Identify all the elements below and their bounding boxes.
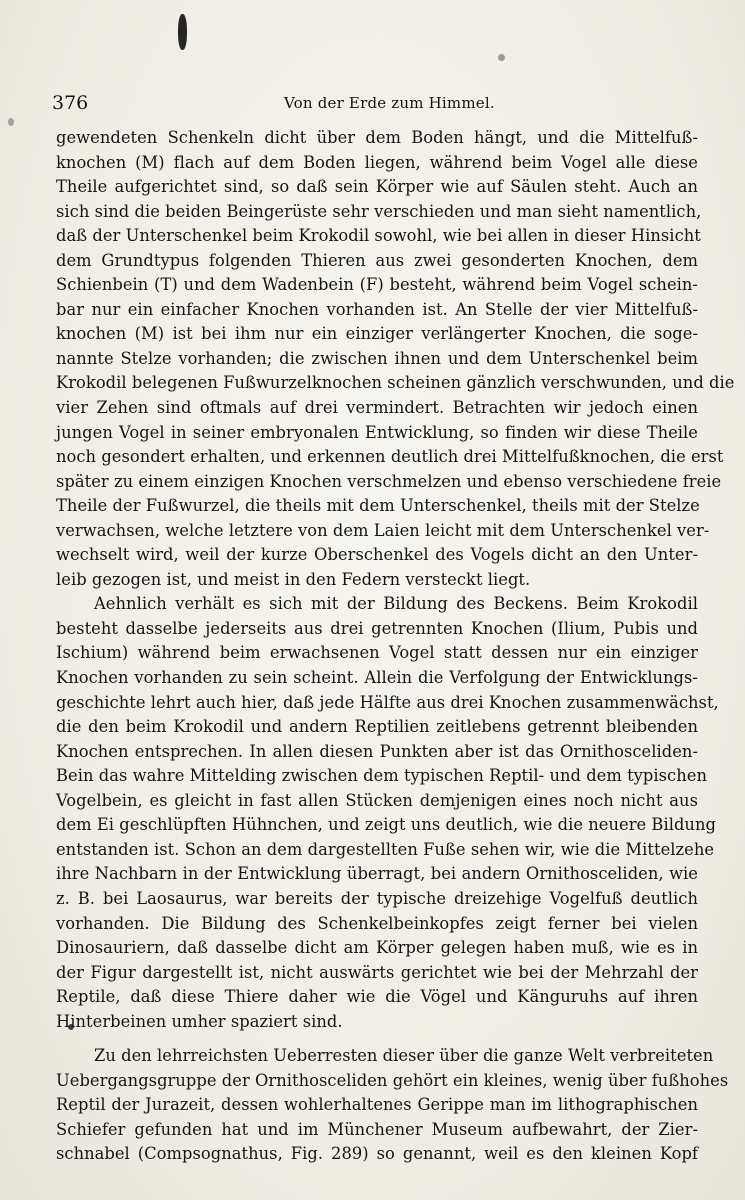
paragraph-1 [56, 126, 735, 592]
text-line: Ischium) während beim erwachsenen Vogel statt dessen nur ein einziger [56, 643, 698, 663]
text-line: geschichte lehrt auch hier, daß jede Hälfte aus drei Knochen zusammenwächst, [56, 692, 719, 712]
text-line: gewendeten Schenkeln dicht über dem Boden hängt, und die Mittelfuß- [56, 128, 698, 147]
text-line: Zu den lehrreichsten Ueberresten dieser über die ganze Welt verbreiteten [94, 1046, 714, 1066]
text-line: Theile der Fußwurzel, die theils mit dem Unterschenkel, theils mit der Stelze [56, 496, 700, 516]
text-line: bar nur ein einfacher Knochen vorhanden ist. An Stelle der vier Mittelfuß- [56, 299, 698, 319]
text-line: sich sind die beiden Beingerüste sehr verschieden und man sieht namentlich, [56, 201, 702, 221]
ink-speck-right [498, 54, 505, 61]
text-line: nannte Stelze vorhanden; die zwischen ihnen und dem Unterschenkel beim [56, 348, 698, 368]
text-line: jungen Vogel in seiner embryonalen Entwicklung, so finden wir diese Theile [56, 422, 698, 442]
text-line: daß der Unterschenkel beim Krokodil sowohl, wie bei allen in dieser Hinsicht [56, 226, 701, 246]
text-line: Reptil der Jurazeit, dessen wohlerhaltenes Gerippe man im lithographischen [56, 1095, 698, 1115]
ink-speck-top [178, 14, 187, 50]
text-line: Theile aufgerichtet sind, so daß sein Körper wie auf Säulen steht. Auch an [56, 177, 698, 197]
text-line: noch gesondert erhalten, und erkennen deutlich drei Mittelfußknochen, die erst [56, 447, 724, 467]
text-line: der Figur dargestellt ist, nicht auswärts gerichtet wie bei der Mehrzahl der [56, 962, 698, 982]
page-number: 376 [52, 92, 89, 114]
page-header [52, 92, 702, 120]
text-line: vier Zehen sind oftmals auf drei vermindert. Betrachten wir jedoch einen [56, 398, 698, 418]
text-line: Bein das wahre Mittelding zwischen dem typischen Reptil- und dem typischen [56, 766, 707, 786]
text-line: knochen (M) ist bei ihm nur ein einziger verlängerter Knochen, die soge- [56, 324, 698, 344]
text-line: Reptile, daß diese Thiere daher wie die Vögel und Känguruhs auf ihren [56, 987, 698, 1007]
text-line: Knochen entsprechen. In allen diesen Punkten aber ist das Ornithosceliden- [56, 741, 698, 761]
text-line: Krokodil belegenen Fußwurzelknochen scheinen gänzlich verschwunden, und die [56, 373, 735, 393]
text-line: knochen (M) flach auf dem Boden liegen, während beim Vogel alle diese [56, 152, 698, 172]
text-line: wechselt wird, weil der kurze Oberschenkel des Vogels dicht an den Unter- [56, 545, 698, 565]
text-line: später zu einem einzigen Knochen verschmelzen und ebenso verschiedene freie [56, 471, 722, 491]
text-line: ihre Nachbarn in der Entwicklung überragt, bei andern Ornithosceliden, wie [56, 864, 698, 884]
text-line: entstanden ist. Schon an dem dargestellten Fuße sehen wir, wie die Mittelzehe [56, 839, 715, 859]
text-line: vorhanden. Die Bildung des Schenkelbeinkopfes zeigt ferner bei vielen [56, 913, 698, 933]
text-line: verwachsen, welche letztere von dem Laien leicht mit dem Unterschenkel ver- [56, 520, 710, 540]
text-line: z. B. bei Laosaurus, war bereits der typische dreizehige Vogelfuß deutlich [56, 888, 698, 908]
text-line: Knochen vorhanden zu sein scheint. Allein die Verfolgung der Entwicklungs- [56, 668, 698, 688]
text-line: dem Ei geschlüpften Hühnchen, und zeigt uns deutlich, wie die neuere Bildung [56, 815, 716, 835]
text-line: Hinterbeinen umher spaziert sind. [56, 1011, 343, 1031]
text-line: Schienbein (T) und dem Wadenbein (F) besteht, während beim Vogel schein- [56, 275, 698, 295]
text-line: Aehnlich verhält es sich mit der Bildung des Beckens. Beim Krokodil [94, 594, 698, 614]
text-line: die den beim Krokodil und andern Reptilien zeitlebens getrennt bleibenden [56, 717, 698, 737]
text-line: schnabel (Compsognathus, Fig. 289) so genannt, weil es den kleinen Kopf [56, 1144, 698, 1164]
text-line: besteht dasselbe jederseits aus drei getrennten Knochen (Ilium, Pubis und [56, 618, 698, 638]
paragraph-3 [56, 1044, 729, 1167]
text-line: Dinosauriern, daß dasselbe dicht am Körper gelegen haben muß, wie es in [56, 938, 698, 958]
text-line: Vogelbein, es gleicht in fast allen Stücken demjenigen eines noch nicht aus [56, 790, 698, 810]
text-line: dem Grundtypus folgenden Thieren aus zwei gesonderten Knochen, dem [56, 250, 698, 270]
paragraph-2 [56, 592, 719, 1034]
paragraph-gap [56, 1034, 698, 1044]
ink-speck-left [8, 118, 14, 126]
text-line: Uebergangsgruppe der Ornithosceliden gehört ein kleines, wenig über fußhohes [56, 1070, 729, 1090]
body-text [56, 126, 735, 1167]
text-line: leib gezogen ist, und meist in den Federn versteckt liegt. [56, 569, 531, 589]
running-title: Von der Erde zum Himmel. [284, 94, 495, 112]
text-line: Schiefer gefunden hat und im Münchener Museum aufbewahrt, der Zier- [56, 1119, 698, 1139]
